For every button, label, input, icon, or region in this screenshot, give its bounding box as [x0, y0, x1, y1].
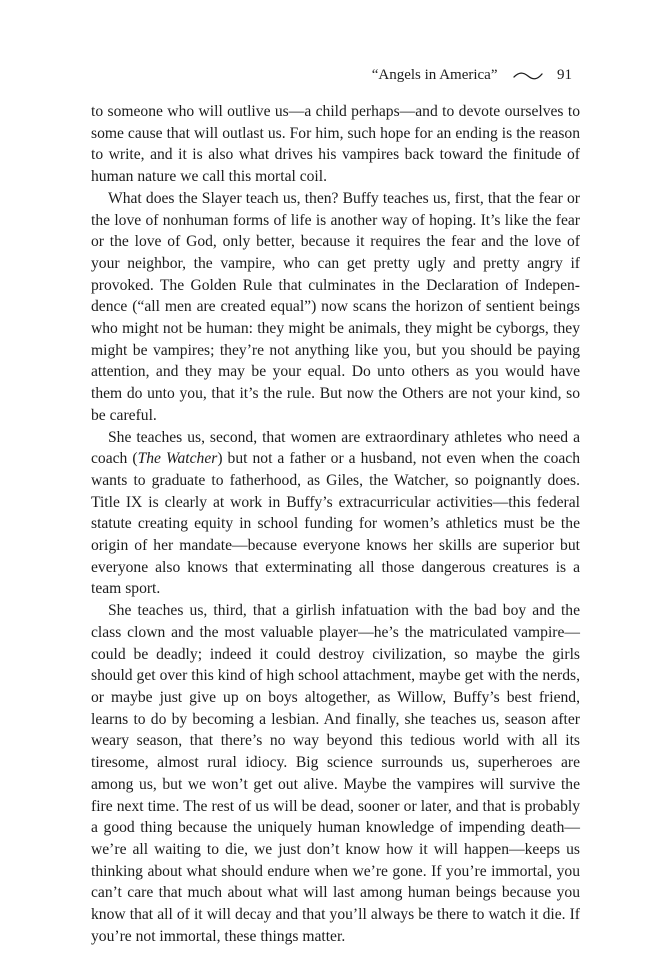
paragraph-text: She teaches us, second, that women are extraordinary athletes who need a coach ( — [91, 428, 580, 468]
paragraph: She teaches us, third, that a girlish infatuation with the bad boy and the class clown and the most valuable player—he’s the matriculated vampire—could be deadly; indeed it could destroy civilization, so maybe the girls should get over this kind of high school attachment, maybe get with the nerds, or maybe just give up on boys altogether, as Willow, Buffy’s best friend, learns to do by becoming a lesbian. And finally, she teaches us, season after weary season, that there’s no way beyond this tedious world with all its tiresome, almost rural idiocy. Big science surrounds us, superheroes are among us, but we won’t get out alive. Maybe the vampires will survive the fire next time. The rest of us will be dead, sooner or later, and that is probably a good thing because the uniquely human knowledge of impending death—we’re all waiting to die, we just don’t know how it will happen—keeps us thinking about what should endure when we’re gone. If you’re immortal, you can’t care that much about what will last among human beings because you know that all of it will decay and that you’ll always be there to watch it die. If you’re not immortal, these things matter. — [91, 602, 580, 945]
running-head — [372, 66, 572, 84]
body-text — [91, 101, 580, 947]
paragraph-text: ) but not a father or a husband, not even when the coach wants to graduate to fatherhood, as Giles, the Watcher, so poignantly does. Title IX is clearly at work in Buffy’s extracurricular activities—this federal statute creating equity in school funding for women’s athletics must be the origin of her mandate—because everyone knows her skills are superior but everyone also knows that exterminating all those dangerous creatures is a team sport. — [91, 450, 581, 598]
paragraph: to someone who will outlive us—a child perhaps—and to devote ourselves to some cause that will outlast us. For him, such hope for an ending is the reason to write, and it is also what drives his vampires back toward the finitude of human nature we call this mortal coil. — [91, 103, 580, 186]
paragraph — [91, 427, 580, 601]
running-head-title: “Angels in America” — [371, 67, 498, 83]
swash-ornament-icon — [513, 71, 543, 81]
page-number: 91 — [557, 67, 572, 83]
paragraph: What does the Slayer teach us, then? Buffy teaches us, first, that the fear or the love of nonhuman forms of life is another way of hoping. It’s like the fear or the love of God, only better, because it requires the fear and the love of your neighbor, the vampire, who can get pretty ugly and pretty angry if provoked. The Golden Rule that culminates in the Declaration of Independence (“all men are created equal”) now scans the horizon of sentient beings who might not be human: they might be animals, they might be cyborgs, they might be vampires; they’re not anything like you, but you should be paying attention, and they may be your equal. Do unto others as you would have them do unto you, that it’s the rule. But now the Others are not your kind, so be careful. — [91, 189, 580, 424]
italic-title: The Watcher — [137, 450, 218, 468]
